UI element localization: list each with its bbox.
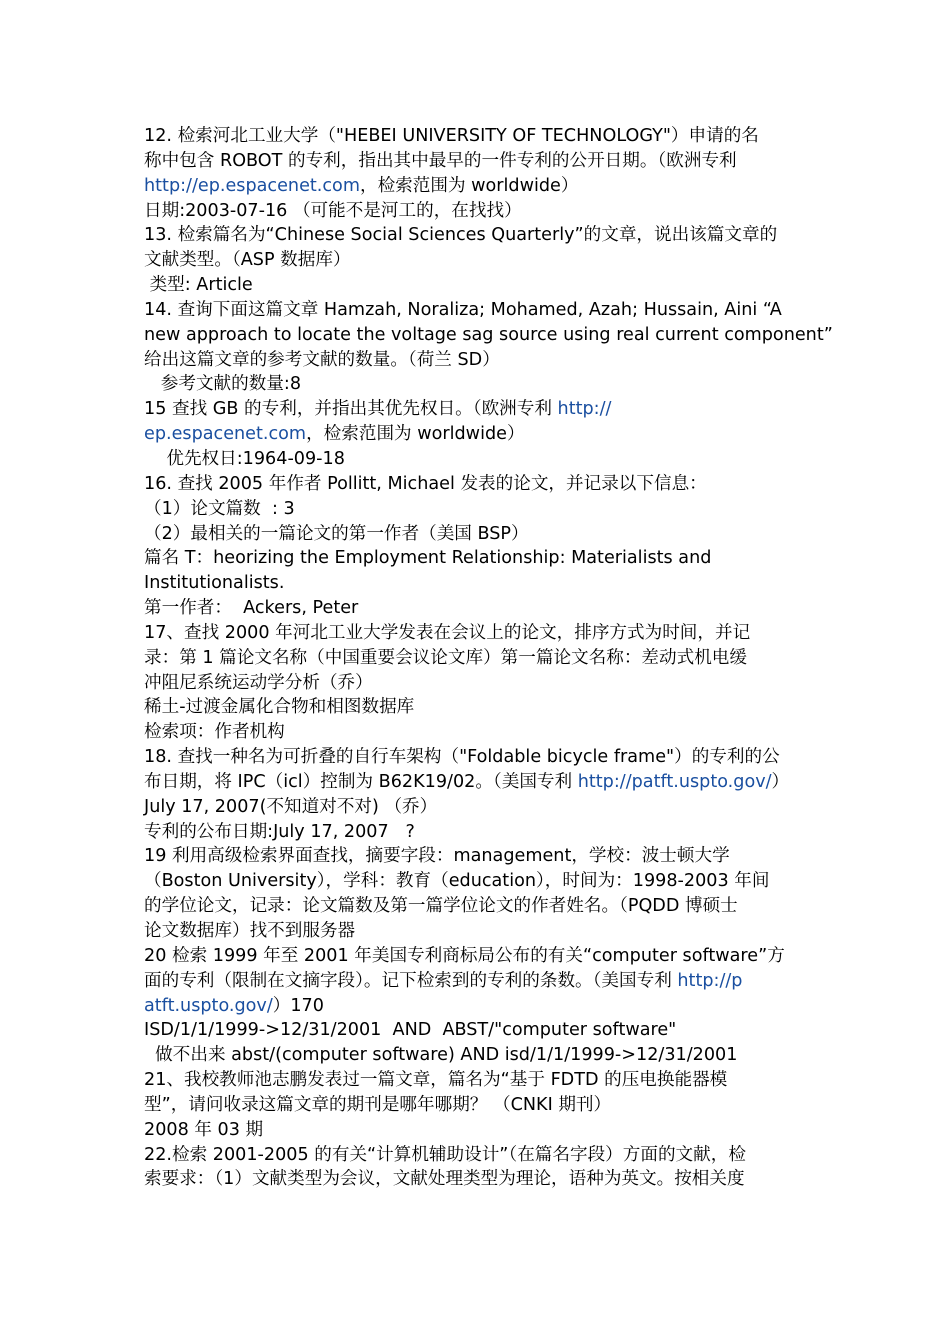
text-line	[144, 397, 809, 422]
text-span: 16. 查找 2005 年作者 Pollitt, Michael 发表的论文，并记录以下信息：	[144, 473, 707, 494]
text-span: （2）最相关的一篇论文的第一作者（美国 BSP）	[144, 523, 529, 544]
text-span: 给出这篇文章的参考文献的数量。（荷兰 SD）	[144, 349, 500, 370]
text-line	[144, 348, 809, 373]
text-span: 文献类型。（ASP 数据库）	[144, 250, 351, 271]
text-span: July 17, 2007(不知道对不对) （乔）	[144, 796, 438, 817]
text-line	[144, 472, 809, 497]
text-line	[144, 844, 809, 869]
text-span: 专利的公布日期:July 17, 2007 ?	[144, 821, 415, 842]
text-span: Institutionalists.	[144, 573, 285, 594]
text-span: 20 检索 1999 年至 2001 年美国专利商标局公布的有关“computer software”方	[144, 945, 785, 966]
text-line	[144, 770, 809, 795]
hyperlink[interactable]: http://patft.uspto.gov/	[577, 771, 772, 792]
text-span: 14. 查询下面这篇文章 Hamzah, Noraliza; Mohamed, Azah; Hussain, Aini “A	[144, 299, 782, 320]
text-span: （1）论文篇数 : 3	[144, 498, 295, 519]
text-line	[144, 621, 809, 646]
text-line	[144, 869, 809, 894]
text-line	[144, 1143, 809, 1168]
text-span: 17、查找 2000 年河北工业大学发表在会议上的论文，排序方式为时间，并记	[144, 622, 751, 643]
text-line	[144, 149, 809, 174]
text-span: 优先权日:1964-09-18	[144, 448, 345, 469]
text-line	[144, 919, 809, 944]
text-line	[144, 994, 809, 1019]
text-line	[144, 671, 809, 696]
text-line	[144, 546, 809, 571]
text-line	[144, 323, 833, 348]
text-span: ）170	[272, 995, 324, 1016]
text-span: ISD/1/1/1999->12/31/2001 AND ABST/"computer software"	[144, 1020, 677, 1041]
hyperlink[interactable]: ep.espacenet.com	[144, 424, 307, 445]
text-span: 22.检索 2001-2005 的有关“计算机辅助设计”（在篇名字段）方面的文献，检	[144, 1144, 746, 1165]
hyperlink[interactable]: http://ep.espacenet.com	[144, 175, 360, 196]
text-line	[144, 522, 809, 547]
text-span: ，检索范围为 worldwide）	[359, 175, 579, 196]
text-line	[144, 174, 809, 199]
text-line	[144, 1018, 809, 1043]
text-span: ，检索范围为 worldwide）	[306, 424, 525, 445]
text-line	[144, 223, 809, 248]
text-span: 12. 检索河北工业大学（"HEBEI UNIVERSITY OF TECHNOLOGY"）申请的名	[144, 126, 759, 146]
text-span: 19 利用高级检索界面查找，摘要字段：management，学校：波士顿大学	[144, 846, 730, 867]
text-span: 论文数据库）找不到服务器	[144, 921, 356, 941]
text-line	[144, 820, 809, 845]
text-span: ）	[771, 771, 790, 792]
text-line	[144, 372, 809, 397]
text-line	[144, 720, 809, 745]
text-line	[144, 1043, 809, 1068]
text-line	[144, 124, 809, 149]
text-line	[144, 969, 809, 994]
text-span: 面的专利（限制在文摘字段）。记下检索到的专利的条数。（美国专利	[144, 970, 678, 991]
document-body	[144, 124, 833, 1192]
text-line	[144, 944, 809, 969]
text-line	[144, 1068, 809, 1093]
text-line	[144, 745, 809, 770]
text-line	[144, 422, 809, 447]
text-line	[144, 248, 809, 273]
text-span: 冲阻尼系统运动学分析（乔）	[144, 672, 373, 693]
text-line	[144, 1167, 809, 1192]
text-line	[144, 1093, 809, 1118]
text-span: 做不出来 abst/(computer software) AND isd/1/1/1999->12/31/2001	[144, 1045, 738, 1066]
text-span: 21、我校教师池志鹏发表过一篇文章，篇名为“基于 FDTD 的压电换能器模	[144, 1070, 728, 1091]
text-span: 检索项：作者机构	[144, 722, 285, 743]
text-span: 布日期，将 IPC（icl）控制为 B62K19/02。（美国专利	[144, 771, 578, 792]
text-span: 日期:2003-07-16 （可能不是河工的，在找找）	[144, 200, 522, 221]
text-span: 型”，请问收录这篇文章的期刊是哪年哪期？ （CNKI 期刊）	[144, 1094, 612, 1115]
hyperlink[interactable]: http://p	[677, 970, 743, 991]
text-line	[144, 1118, 809, 1143]
text-span: 2008 年 03 期	[144, 1119, 264, 1140]
text-line	[144, 571, 809, 596]
text-line	[144, 795, 809, 820]
text-span: 的学位论文，记录：论文篇数及第一篇学位论文的作者姓名。（PQDD 博硕士	[144, 896, 738, 917]
text-span: 13. 检索篇名为“Chinese Social Sciences Quarterly”的文章，说出该篇文章的	[144, 225, 778, 246]
text-line	[144, 596, 809, 621]
text-line	[144, 894, 809, 919]
hyperlink[interactable]: atft.uspto.gov/	[144, 995, 273, 1016]
text-line	[144, 646, 809, 671]
text-line	[144, 447, 809, 472]
text-line	[144, 199, 809, 224]
text-span: 18. 查找一种名为可折叠的自行车架构（"Foldable bicycle frame"）的专利的公	[144, 747, 780, 768]
text-span: 稀土-过渡金属化合物和相图数据库	[144, 697, 415, 718]
text-span: 15 查找 GB 的专利，并指出其优先权日。（欧洲专利	[144, 399, 558, 420]
text-span: 参考文献的数量:8	[144, 374, 302, 395]
text-span: （Boston University），学科：教育（education），时间为：1998-2003 年间	[144, 871, 770, 892]
text-line	[144, 298, 809, 323]
hyperlink[interactable]: http://	[557, 399, 612, 420]
text-line	[144, 497, 809, 522]
text-span: 称中包含 ROBOT 的专利，指出其中最早的一件专利的公开日期。（欧洲专利	[144, 150, 737, 171]
text-line	[144, 695, 809, 720]
text-span: 第一作者： Ackers, Peter	[144, 598, 359, 619]
text-span: 类型: Article	[144, 275, 253, 296]
text-span: new approach to locate the voltage sag source using real current component”	[144, 324, 833, 345]
text-span: 篇名 T：heorizing the Employment Relationship: Materialists and	[144, 548, 712, 569]
text-span: 录：第 1 篇论文名称（中国重要会议论文库）第一篇论文名称：差动式机电缓	[144, 647, 747, 668]
text-span: 索要求：（1）文献类型为会议，文献处理类型为理论，语种为英文。按相关度	[144, 1169, 745, 1190]
text-line	[144, 273, 809, 298]
